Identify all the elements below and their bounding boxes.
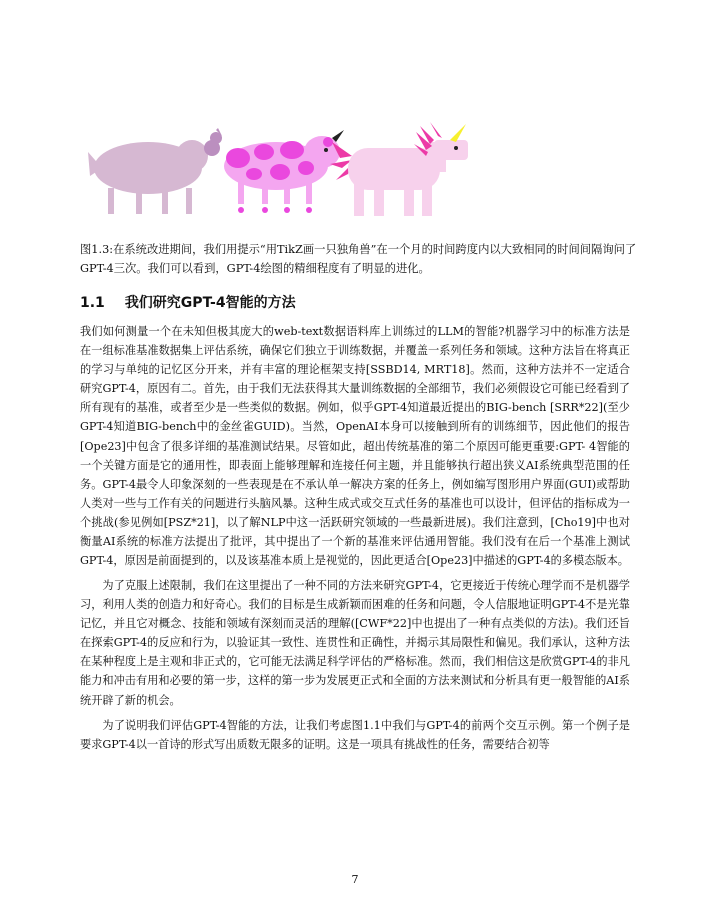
section-title: 我们研究GPT-4智能的方法 — [124, 295, 296, 311]
unicorn-1-head — [176, 140, 208, 172]
unicorn-3-head — [434, 140, 468, 160]
section-number: 1.1 — [80, 295, 105, 311]
unicorn-drawing-1 — [86, 126, 236, 222]
paragraph-2: 为了克服上述限制，我们在这里提出了一种不同的方法来研究GPT-4，它更接近于传统心理学而不是机器学习，利用人类的创造力和好奇心。我们的目标是生成新颖而困难的任务和问题，令人信服地证明GPT-4不是光靠记忆，并且它对概念、技能和领域有深刻而灵活的理解([CWF*22]中也提出了一种有点类似的方法)。我们还旨在探索GPT-4的反应和行为，以验证其一致性、连贯性和正确性，并揭示其局限性和偏见。我们承认，这种方法在某种程度上是主观和非正式的，它可能无法满足科学评估的严格标准。然而，我们相信这是欣赏GPT-4的非凡能力和冲击有用和必要的第一步，这样的第一步为发展更正式和全面的方法来测试和分析具有更一般智能的AI系统开辟了新的机会。 — [80, 579, 630, 707]
unicorn-drawing-2 — [218, 128, 348, 224]
paragraph-1: 我们如何测量一个在未知但极其庞大的web-text数据语料库上训练过的LLM的智能?机器学习中的标准方法是在一组标准基准数据集上评估系统，确保它们独立于训练数据，并覆盖一系列任务和领域。这种方法旨在将真正的学习与单纯的记忆区分开来，并有丰富的理论框架支持[SSBD14, MRT18]。然而，这种方法并不一定适合研究GPT-4，原因有二。首先，由于我们无法获得其大量训练数据的全部细节，我们必须假设它可能已经看到了所有现有的基准，或者至少是一些类似的数据。例如，似乎GPT-4知道最近提出的BIG-bench [SRR*22](至少GPT-4知道BIG-bench中的金丝雀GUID)。当然，OpenAI本身可以接触到所有的训练细节，因此他们的报告[Ope23]中包含了很多详细的基准测试结果。尽管如此，超出传统基准的第二个原因可能更重要:GPT- 4智能的一个关键方面是它的通用性，即表面上能够理解和连接任何主题，并且能够执行超出狭义AI系统典型范围的任务。GPT-4最令人印象深刻的一些表现是在不承认单一解决方案的任务上，例如编写图形用户界面(GUI)或帮助人类对一些与工作有关的问题进行头脑风暴。这种生成式或交互式任务的基准也可以设计，但评估的指标成为一个挑战(参见例如[PSZ*21]，以了解NLP中这一活跃研究领域的一些最新进展)。我们注意到，[Cho19]中也对衡量AI系统的标准方法提出了批评，其中提出了一个新的基准来评估通用智能。我们没有在后一个基准上测试GPT-4，原因是前面提到的，以及该基准本质上是视觉的，因此更适合[Ope23]中描述的GPT-4的多模态版本。 — [80, 325, 630, 568]
paragraph-3: 为了说明我们评估GPT-4智能的方法，让我们考虑图1.1中我们与GPT-4的前两个交互示例。第一个例子是要求GPT-4以一首诗的形式写出质数无限多的证明。这是一项具有挑战性的任务，需要结合初等 — [80, 719, 630, 752]
unicorn-drawing-3 — [330, 122, 480, 222]
figure-caption: 图1.3:在系统改进期间，我们用提示“用TikZ画一只独角兽”在一个月的时间跨度内以大致相同的时间间隔询问了GPT-4三次。我们可以看到，GPT-4绘图的精细程度有了明显的进化。 — [80, 243, 637, 275]
section-heading — [80, 292, 640, 312]
unicorn-3-eye — [454, 146, 458, 150]
page-number: 7 — [351, 873, 359, 886]
unicorn-2-eye — [324, 148, 328, 152]
unicorn-2-hooves — [238, 207, 312, 213]
unicorn-3-horn — [450, 124, 466, 142]
